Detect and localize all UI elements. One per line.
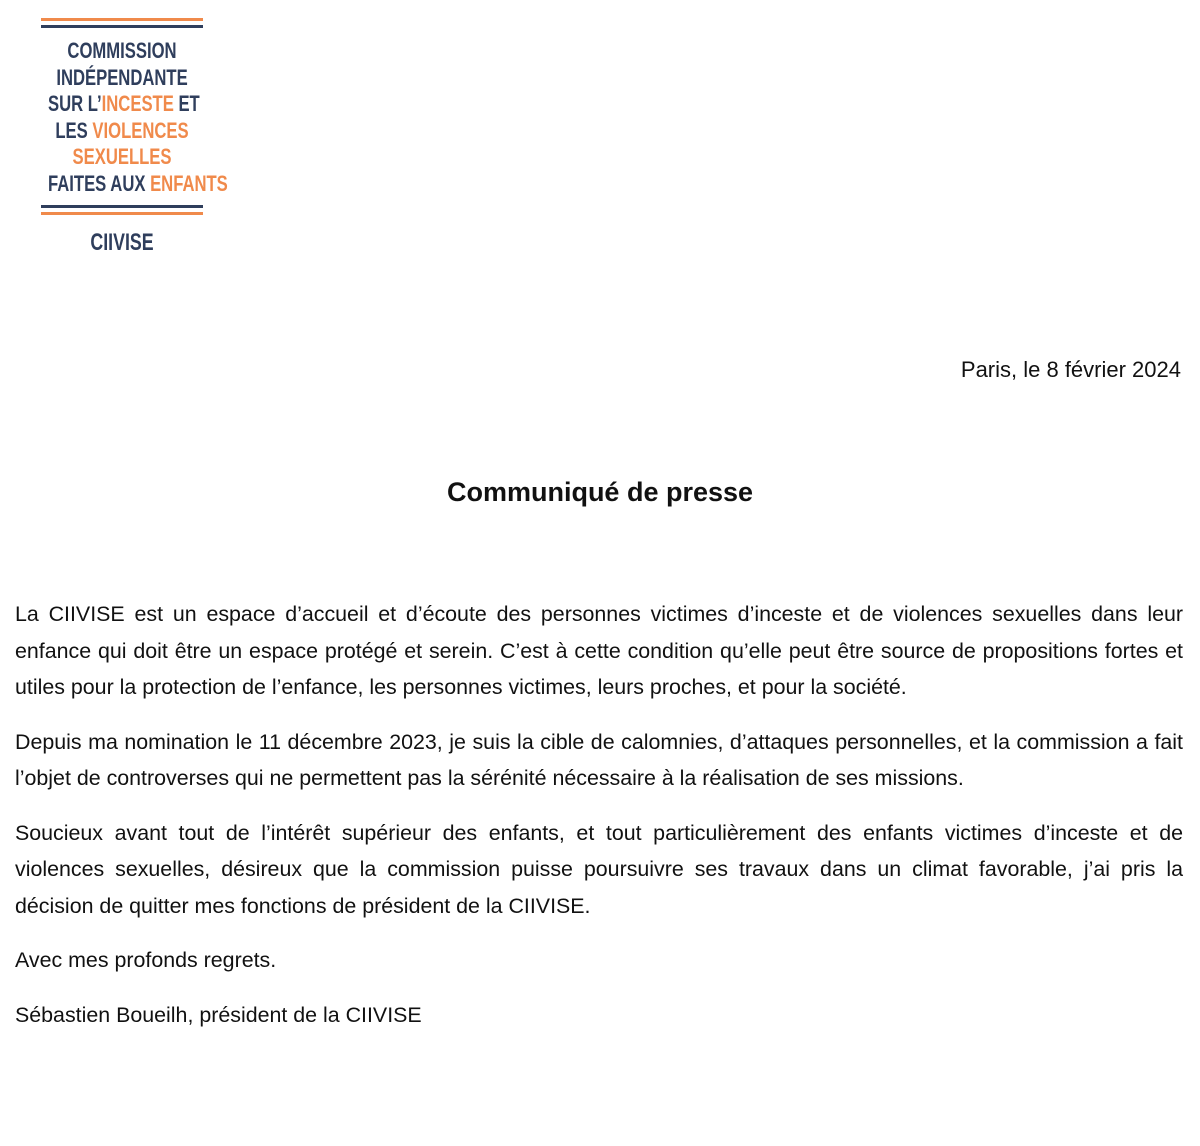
- logo-highlight-word: INCESTE: [101, 91, 174, 116]
- logo-acronym: CIIVISE: [90, 229, 154, 256]
- logo-word: ET: [173, 91, 200, 116]
- logo-bottom-stripes: [41, 205, 203, 215]
- logo-highlight-word: ENFANTS: [150, 170, 228, 196]
- logo-stripe-orange: [41, 212, 203, 215]
- logo-line: [48, 170, 228, 198]
- logo-word: SUR L’: [48, 91, 102, 116]
- logo-highlight-word: SEXUELLES: [72, 144, 172, 169]
- document-body: [15, 596, 1183, 1051]
- logo-stripe-navy: [41, 205, 203, 208]
- logo-wordmark: [48, 38, 228, 197]
- closing-line: Avec mes profonds regrets.: [15, 948, 277, 972]
- logo-word: FAITES AUX: [48, 170, 151, 196]
- logo-word: LES: [55, 117, 93, 143]
- body-paragraph: La CIIVISE est un espace d’accueil et d’écoute des personnes victimes d’inceste et de violences sexuelles dans leur enfance qui doit être un espace protégé et serein. C’est à cette condition qu’elle peut être source de propositions fortes et utiles pour la protection de l’enfance, les personnes victimes, leurs proches, et pour la société.: [15, 602, 1183, 699]
- signature-line: Sébastien Boueilh, président de la CIIVISE: [15, 1002, 422, 1027]
- logo-stripe-orange: [41, 18, 203, 21]
- logo-line: [48, 91, 200, 118]
- logo-top-stripes: [41, 18, 203, 28]
- commission-logo: [22, 18, 228, 257]
- logo-line: [48, 144, 196, 171]
- logo-line: [48, 65, 196, 92]
- logo-word: INDÉPENDANTE: [56, 64, 188, 90]
- logo-highlight-word: VIOLENCES: [92, 117, 189, 143]
- document-date: Paris, le 8 février 2024: [960, 357, 1181, 382]
- document-title: Communiqué de presse: [446, 477, 754, 507]
- logo-word: COMMISSION: [67, 38, 177, 63]
- logo-line: [48, 118, 196, 145]
- body-paragraph: Depuis ma nomination le 11 décembre 2023, je suis la cible de calomnies, d’attaques personnelles, et la commission a fait l’objet de controverses qui ne permettent pas la sérénité nécessaire à la réalisation de ses missions.: [15, 729, 1183, 790]
- logo-line: [48, 38, 196, 65]
- logo-stripe-navy: [41, 25, 203, 28]
- body-paragraph: Soucieux avant tout de l’intérêt supérieur des enfants, et tout particulièrement des enfants victimes d’inceste et de violences sexuelles, désireux que la commission puisse poursuivre ses travaux dans un climat favorable, j’ai pris la décision de quitter mes fonctions de président de la CIIVISE.: [15, 820, 1183, 918]
